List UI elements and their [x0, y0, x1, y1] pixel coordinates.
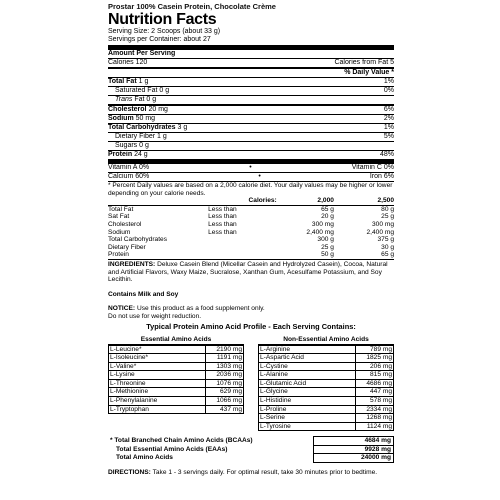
table-row: Cholesterol Less than 300 mg 300 mg — [108, 221, 394, 229]
product-name: Prostar 100% Casein Protein, Chocolate Crème — [108, 2, 276, 11]
table-row: L-Glutamic Acid 4686 mg — [260, 379, 392, 387]
essential-column — [108, 336, 244, 431]
nutrient-row-cholesterol: Cholesterol 20 mg 6% — [108, 105, 394, 113]
directions: DIRECTIONS: Take 1 - 3 servings daily. For optimal result, take 30 minutes prior to bedtime. — [108, 469, 378, 477]
table-row: L-Tryptophan 437 mg — [110, 405, 242, 413]
table-row: Total Essential Amino Acids (EAAs) 9928 mg — [108, 445, 394, 454]
table-row: Protein 50 g 65 g — [108, 251, 394, 259]
nutrient-row-sugars: Sugars 0 g — [115, 141, 149, 149]
amino-profile-title: Typical Protein Amino Acid Profile - Each Serving Contains: — [146, 322, 356, 332]
nonessential-table — [258, 345, 394, 432]
table-row: L-Proline 2334 mg — [260, 405, 392, 413]
allergen-statement: Contains Milk and Soy — [108, 290, 179, 298]
table-row: L-Leucine* 2190 mg — [110, 345, 242, 353]
amino-tables — [108, 336, 394, 431]
table-row: Dietary Fiber 25 g 30 g — [108, 243, 394, 251]
table-row: L-Threonine 1076 mg — [110, 379, 242, 387]
nutrient-row-total-carbohydrates: Total Carbohydrates 3 g 1% — [108, 123, 394, 131]
vitamin-row: Calcium 60% • Iron 6% — [108, 173, 394, 181]
dv-table-header: Calories: 2,000 2,500 — [248, 197, 394, 205]
nutrient-row-total-fat: Total Fat 1 g 1% — [108, 77, 394, 85]
amount-per-serving: Amount Per Serving — [108, 49, 176, 57]
nutrient-row-protein: Protein 24 g 48% — [108, 151, 394, 159]
calories-row — [108, 59, 394, 67]
calories: Calories 120 — [108, 58, 148, 66]
ingredients-text: Deluxe Casein Blend (Micellar Casein and Hydrolyzed Casein), Cocoa, Natural and Artificial Flavors, Waxy Maize, Sucralose, Xanthan Gum, Acesulfame Potassium, and Soy Lecithin. — [108, 260, 388, 284]
table-row: Total Fat Less than 65 g 80 g — [108, 205, 394, 213]
nonessential-column — [258, 336, 394, 431]
table-row: L-Tyrosine 1124 mg — [260, 422, 392, 430]
nutrient-row-saturated-fat: Saturated Fat 0 g 0% — [115, 86, 394, 94]
notice-line-2: Do not use for weight reduction. — [108, 312, 202, 320]
dv-footnote: * Percent Daily values are based on a 2,000 calorie diet. Your daily values may be higher or lower depending on your calorie needs. — [108, 182, 393, 197]
table-row: L-Alanine 815 mg — [260, 371, 392, 379]
table-row: * Total Branched Chain Amino Acids (BCAAs) 4684 mg — [108, 437, 394, 446]
dv-header-row — [108, 69, 394, 77]
table-row: Sat Fat Less than 20 g 25 g — [108, 213, 394, 221]
servings-per-container: Servings per Container: about 27 — [108, 36, 211, 44]
table-row: Total Amino Acids 24000 mg — [108, 454, 394, 463]
table-row: L-Cystine 206 mg — [260, 362, 392, 370]
amino-totals — [108, 436, 394, 463]
essential-table — [108, 345, 244, 415]
table-row: L-Serine 1268 mg — [260, 414, 392, 422]
table-row: L-Arginine 789 mg — [260, 345, 392, 353]
nutrient-row-dietary-fiber: Dietary Fiber 1 g 5% — [115, 132, 394, 140]
table-row: L-Valine* 1303 mg — [110, 362, 242, 370]
table-row: Sodium Less than 2,400 mg 2,400 mg — [108, 228, 394, 236]
table-row: L-Methionine 629 mg — [110, 388, 242, 396]
serving-size: Serving Size: 2 Scoops (about 33 g) — [108, 28, 221, 36]
dv-reference-table — [108, 197, 394, 259]
ingredients-label: INGREDIENTS: — [108, 260, 156, 268]
dv-header: % Daily Value * — [344, 68, 394, 76]
table-row: Total Carbohydrates 300 g 375 g — [108, 236, 394, 244]
table-row: L-Aspartic Acid 1825 mg — [260, 354, 392, 362]
ingredients — [108, 261, 394, 284]
table-row: L-Lysine 2036 mg — [110, 371, 242, 379]
page-title: Nutrition Facts — [108, 10, 217, 28]
essential-header: Essential Amino Acids — [108, 336, 244, 345]
table-row: L-Glycine 447 mg — [260, 388, 392, 396]
calories-from-fat: Calories from Fat 5 — [334, 58, 394, 66]
nutrient-row-sodium: Sodium 50 mg 2% — [108, 114, 394, 122]
notice: NOTICE: Use this product as a food supplement only. — [108, 305, 265, 313]
table-row: L-Histidine 578 mg — [260, 396, 392, 404]
nonessential-header: Non-Essential Amino Acids — [258, 336, 394, 345]
nutrition-label — [108, 3, 394, 477]
nutrient-row-trans-fat: Trans Fat 0 g — [115, 95, 157, 103]
vitamin-row: Vitamin A 0% • Vitamin C 0% — [108, 164, 394, 172]
table-row: L-Isoleucine* 1191 mg — [110, 354, 242, 362]
table-row: L-Phenylalanine 1066 mg — [110, 396, 242, 404]
